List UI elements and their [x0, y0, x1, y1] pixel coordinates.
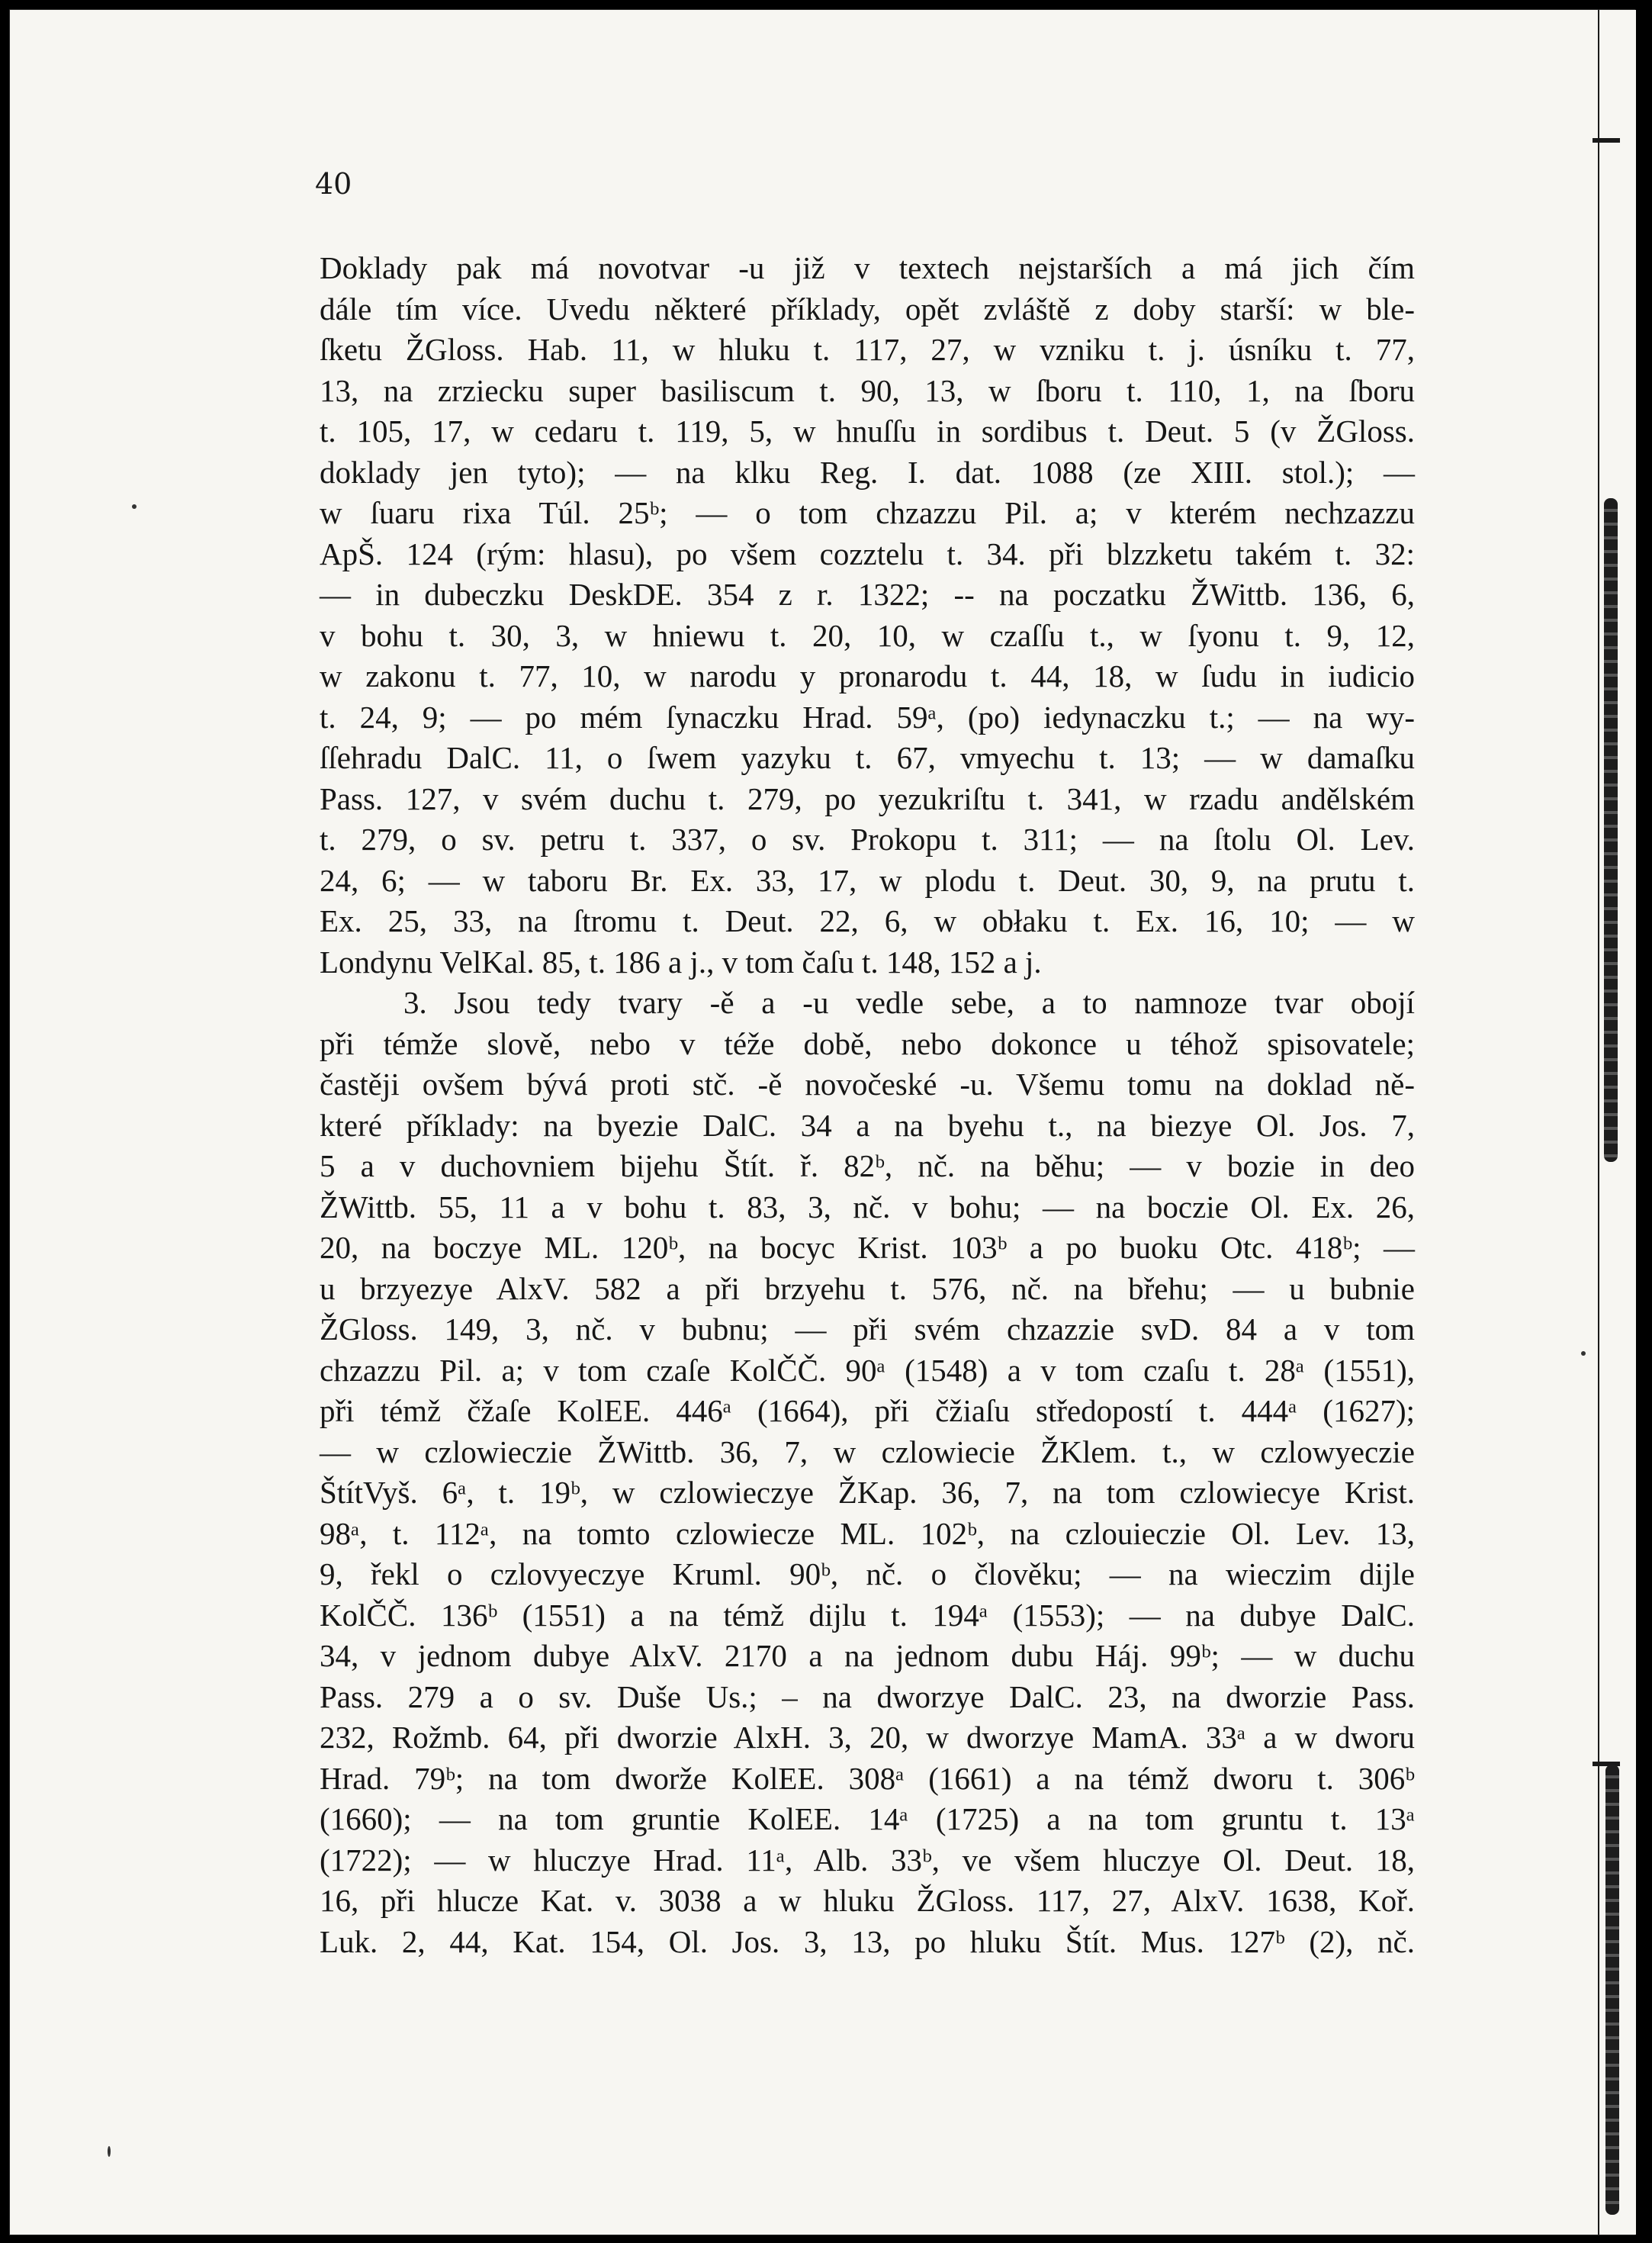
- text-line: 16, při hlucze Kat. v. 3038 a w hluku ŽGloss. 117, 27, AlxV. 1638, Koř.: [320, 1883, 1415, 1918]
- text-line: v bohu t. 30, 3, w hniewu t. 20, 10, w czaſſu t., w ſyonu t. 9, 12,: [320, 617, 1415, 653]
- text-line: ŽGloss. 149, 3, nč. v bubnu; — při svém chzazzie svD. 84 a v tom: [320, 1311, 1415, 1347]
- text-line: Luk. 2, 44, Kat. 154, Ol. Jos. 3, 13, po hluku Štít. Mus. 127ᵇ (2), nč.: [320, 1923, 1415, 1959]
- text-line: Londynu VelKal. 85, t. 186 a j., v tom čaſu t. 148, 152 a j.: [320, 944, 1042, 980]
- binding-mark: [1593, 138, 1620, 143]
- text-line: 232, Rožmb. 64, při dworzie AlxH. 3, 20, w dworzye MamA. 33ᵃ a w dworu: [320, 1720, 1415, 1755]
- text-line: ſſehradu DalC. 11, o ſwem yazyku t. 67, vmyechu t. 13; — w damaſku: [320, 740, 1415, 775]
- paragraph-start-line: 3. Jsou tedy tvary -ě a -u vedle sebe, a to namnoze tvar obojí: [403, 985, 1415, 1020]
- scan-speck: [1581, 1351, 1586, 1356]
- text-line: 13, na zrziecku super basiliscum t. 90, 13, w ſboru t. 110, 1, na ſboru: [320, 372, 1415, 408]
- text-line: při témže slově, nebo v téže době, nebo dokonce u téhož spisovatele;: [320, 1025, 1415, 1061]
- page-number: 40: [315, 167, 352, 201]
- text-line: Doklady pak má novotvar -u již v textech nejstarších a má jich čím: [320, 250, 1415, 285]
- body-text: [320, 248, 1415, 1962]
- text-line: Pass. 127, v svém duchu t. 279, po yezukriſtu t. 341, w rzadu andělském: [320, 780, 1415, 816]
- text-line: 9, řekl o czlovyeczye Kruml. 90ᵇ, nč. o člověku; — na wieczim dijle: [320, 1556, 1415, 1591]
- text-line: t. 279, o sv. petru t. 337, o sv. Prokopu t. 311; — na ſtolu Ol. Lev.: [320, 822, 1415, 857]
- text-line: ŠtítVyš. 6ᵃ, t. 19ᵇ, w czlowieczye ŽKap. 36, 7, na tom czlowiecye Krist.: [320, 1475, 1415, 1510]
- text-line: t. 105, 17, w cedaru t. 119, 5, w hnuſſu in sordibus t. Deut. 5 (v ŽGloss.: [320, 414, 1415, 449]
- text-line: — w czlowieczie ŽWittb. 36, 7, w czlowiecie ŽKlem. t., w czlowyeczie: [320, 1434, 1415, 1469]
- text-line: KolČČ. 136ᵇ (1551) a na témž dijlu t. 194ᵃ (1553); — na dubye DalC.: [320, 1597, 1415, 1633]
- scan-speck: [132, 504, 137, 509]
- text-line: 34, v jednom dubye AlxV. 2170 a na jednom dubu Háj. 99ᵇ; — w duchu: [320, 1638, 1415, 1673]
- text-line: (1660); — na tom gruntie KolEE. 14ᵃ (1725) a na tom gruntu t. 13ᵃ: [320, 1801, 1415, 1836]
- text-line: (1722); — w hluczye Hrad. 11ᵃ, Alb. 33ᵇ, ve všem hluczye Ol. Deut. 18,: [320, 1842, 1415, 1878]
- text-line: 20, na boczye ML. 120ᵇ, na bocyc Krist. 103ᵇ a po buoku Otc. 418ᵇ; —: [320, 1230, 1415, 1265]
- text-line: Pass. 279 a o sv. Duše Us.; – na dworzye DalC. 23, na dworzie Pass.: [320, 1678, 1415, 1714]
- text-line: chzazzu Pil. a; v tom czaſe KolČČ. 90ᵃ (1548) a v tom czaſu t. 28ᵃ (1551),: [320, 1352, 1415, 1388]
- text-line: w zakonu t. 77, 10, w narodu y pronarodu t. 44, 18, w ſudu in iudicio: [320, 658, 1415, 693]
- text-line: ŽWittb. 55, 11 a v bohu t. 83, 3, nč. v bohu; — na boczie Ol. Ex. 26,: [320, 1189, 1415, 1224]
- text-line: 5 a v duchovniem bijehu Štít. ř. 82ᵇ, nč. na běhu; — v bozie in deo: [320, 1148, 1415, 1183]
- text-line: ApŠ. 124 (rým: hlasu), po všem cozztelu t. 34. při blzzketu takém t. 32:: [320, 536, 1415, 571]
- text-line: při témž čžaſe KolEE. 446ᵃ (1664), při čžiaſu středopostí t. 444ᵃ (1627);: [320, 1393, 1415, 1428]
- text-line: 24, 6; — w taboru Br. Ex. 33, 17, w plodu t. Deut. 30, 9, na prutu t.: [320, 862, 1415, 898]
- text-line: častěji ovšem bývá proti stč. -ě novočeské -u. Všemu tomu na doklad ně-: [320, 1067, 1415, 1102]
- text-line: 98ᵃ, t. 112ᵃ, na tomto czlowiecze ML. 102ᵇ, na czlouieczie Ol. Lev. 13,: [320, 1515, 1415, 1551]
- text-line: w ſuaru rixa Túl. 25ᵇ; — o tom chzazzu Pil. a; v kterém nechzazzu: [320, 495, 1415, 530]
- text-line: — in dubeczku DeskDE. 354 z r. 1322; -- na poczatku ŽWittb. 136, 6,: [320, 577, 1415, 612]
- text-line: dále tím více. Uvedu některé příklady, opět zvláště z doby starší: w ble-: [320, 291, 1415, 327]
- scan-speck: [108, 2146, 111, 2157]
- binding-strip: [1605, 1765, 1619, 2215]
- text-line: doklady jen tyto); — na klku Reg. I. dat. 1088 (ze XIII. stol.); —: [320, 454, 1415, 490]
- text-line: Ex. 25, 33, na ſtromu t. Deut. 22, 6, w obłaku t. Ex. 16, 10; — w: [320, 903, 1415, 938]
- text-line: které příklady: na byezie DalC. 34 a na byehu t., na biezye Ol. Jos. 7,: [320, 1107, 1415, 1143]
- text-line: t. 24, 9; — po mém ſynaczku Hrad. 59ᵃ, (po) iedynaczku t.; — na wy-: [320, 699, 1415, 735]
- text-line: Hrad. 79ᵇ; na tom dworže KolEE. 308ᵃ (1661) a na témž dworu t. 306ᵇ: [320, 1760, 1415, 1796]
- scanned-page: [9, 9, 1635, 2235]
- text-line: u brzyezye AlxV. 582 a při brzyehu t. 576, nč. na břehu; — u bubnie: [320, 1270, 1415, 1306]
- text-line: ſketu ŽGloss. Hab. 11, w hluku t. 117, 27, w vzniku t. j. úsníku t. 77,: [320, 332, 1415, 367]
- binding-strip: [1604, 498, 1618, 1162]
